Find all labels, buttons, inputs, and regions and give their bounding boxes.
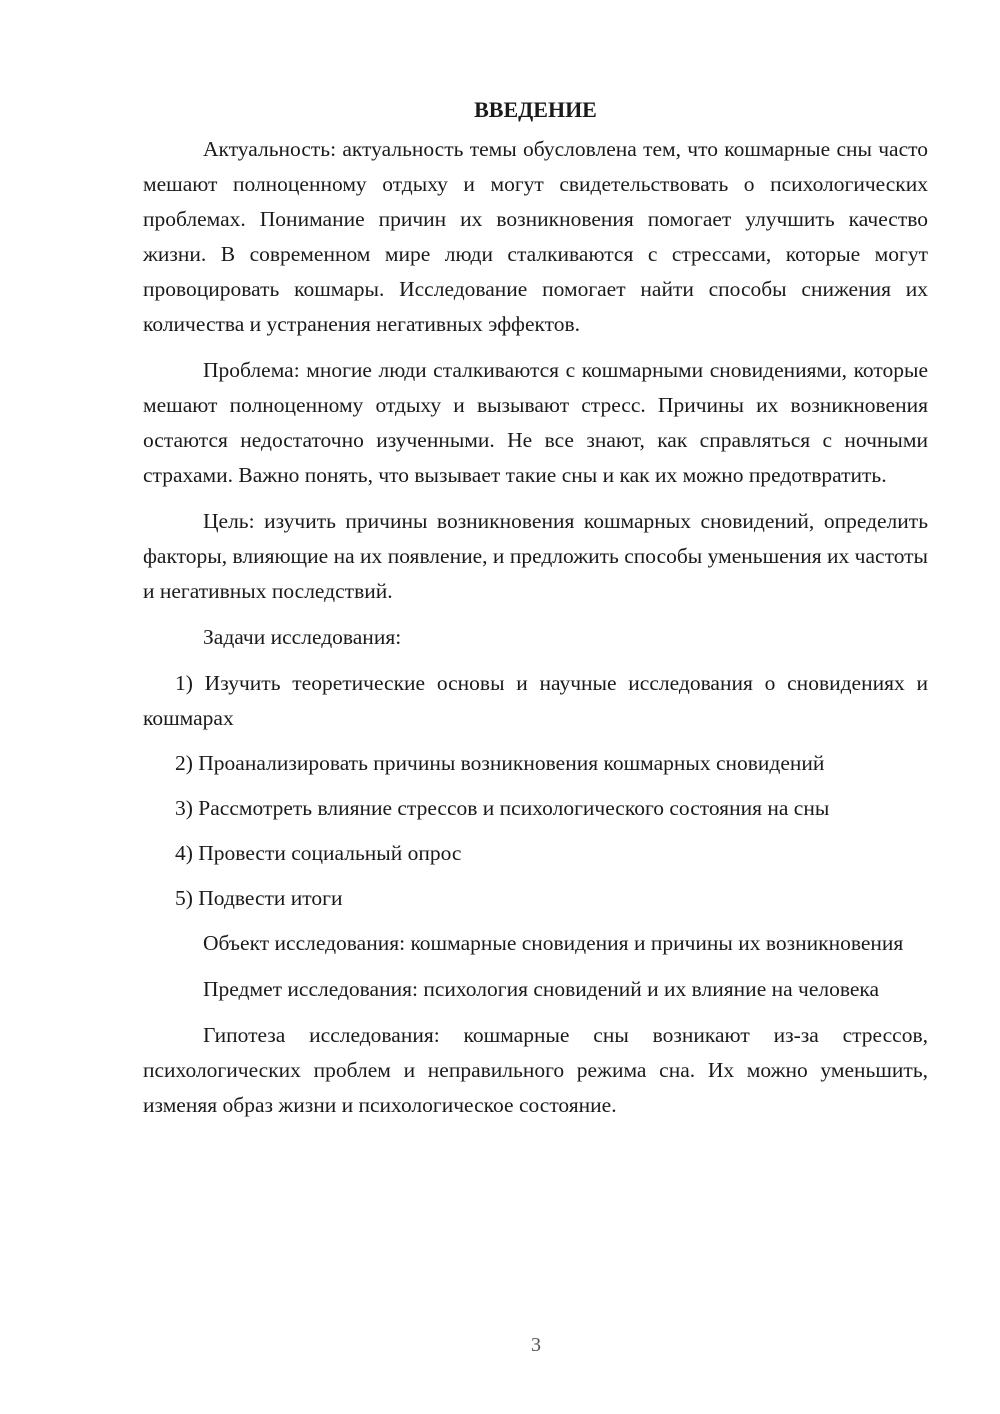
problem-paragraph: Проблема: многие люди сталкиваются с кошмарными сновидениями, которые мешают полноценному отдыху и вызывают стресс. Причины их возникновения остаются недостаточно изученными. Не все знают, как справляться с ночными страхами. Важно понять, что вызывает такие сны и как их можно предотвратить. bbox=[143, 358, 928, 487]
goal-paragraph: Цель: изучить причины возникновения кошмарных сновидений, определить факторы, влияющие на их появление, и предложить способы уменьшения их частоты и негативных последствий. bbox=[143, 509, 928, 603]
subject-paragraph: Предмет исследования: психология сновидений и их влияние на человека bbox=[203, 977, 880, 1001]
tasks-title: Задачи исследования: bbox=[203, 625, 402, 649]
task-item-5: 5) Подвести итоги bbox=[175, 886, 343, 910]
document-page bbox=[143, 92, 928, 1134]
relevance-paragraph: Актуальность: актуальность темы обусловлена тем, что кошмарные сны часто мешают полноценному отдыху и могут свидетельствовать о психологических проблемах. Понимание причин их возникновения помогает улучшить качество жизни. В современном мире люди сталкиваются с стрессами, которые могут провоцировать кошмары. Исследование помогает найти способы снижения их количества и устранения негативных эффектов. bbox=[143, 137, 928, 336]
task-item-1: 1) Изучить теоретические основы и научные исследования о сновидениях и кошмарах bbox=[143, 671, 928, 730]
object-paragraph: Объект исследования: кошмарные сновидения и причины их возникновения bbox=[203, 931, 904, 955]
task-item-4: 4) Провести социальный опрос bbox=[175, 841, 462, 865]
task-item-3: 3) Рассмотреть влияние стрессов и психологического состояния на сны bbox=[175, 796, 830, 820]
page-number: 3 bbox=[531, 1334, 541, 1356]
task-item-2: 2) Проанализировать причины возникновения кошмарных сновидений bbox=[175, 751, 825, 775]
page-title: ВВЕДЕНИЕ bbox=[474, 97, 597, 122]
hypothesis-paragraph: Гипотеза исследования: кошмарные сны возникают из-за стрессов, психологических проблем и неправильного режима сна. Их можно уменьшить, изменяя образ жизни и психологическое состояние. bbox=[143, 1023, 928, 1117]
